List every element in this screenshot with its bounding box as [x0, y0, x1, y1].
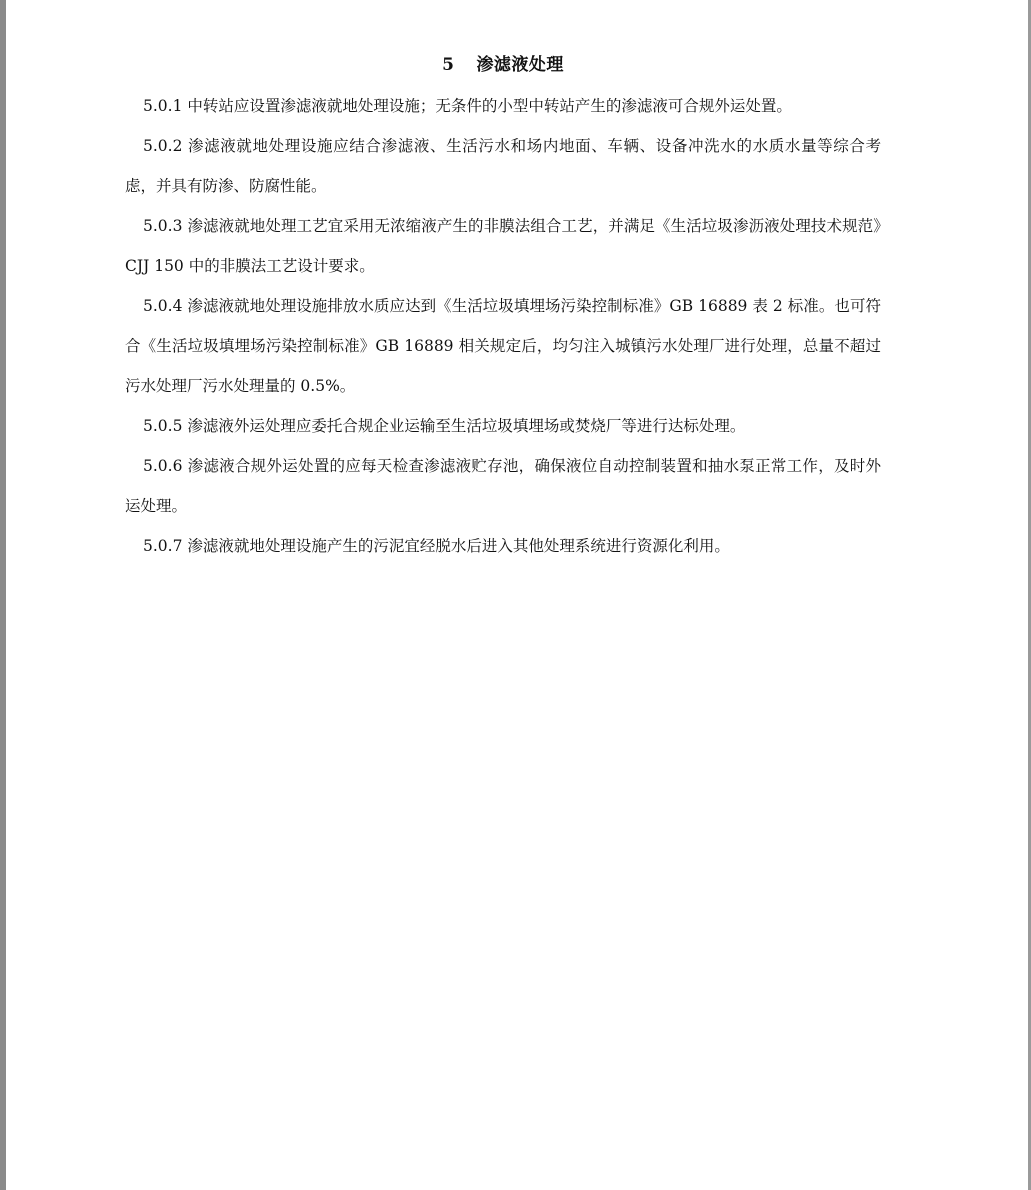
clause-5-0-5: 5.0.5 渗滤液外运处理应委托合规企业运输至生活垃圾填埋场或焚烧厂等进行达标处理。	[143, 417, 746, 435]
clause-5-0-1: 5.0.1 中转站应设置渗滤液就地处理设施；无条件的小型中转站产生的渗滤液可合规外运处置。	[143, 97, 792, 115]
page-content	[125, 48, 881, 566]
clause-5-0-6: 5.0.6 渗滤液合规外运处置的应每天检查渗滤液贮存池，确保液位自动控制装置和抽水泵正常工作，及时外运处理。	[125, 457, 881, 515]
clause-5-0-4: 5.0.4 渗滤液就地处理设施排放水质应达到《生活垃圾填埋场污染控制标准》GB 16889 表 2 标准。也可符合《生活垃圾填埋场污染控制标准》GB 16889 相关规定后，均匀注入城镇污水处理厂进行处理，总量不超过污水处理厂污水处理量的 0.5%。	[125, 297, 881, 395]
clause-5-0-3: 5.0.3 渗滤液就地处理工艺宜采用无浓缩液产生的非膜法组合工艺，并满足《生活垃圾渗沥液处理技术规范》CJJ 150 中的非膜法工艺设计要求。	[125, 217, 881, 275]
clause-5-0-2: 5.0.2 渗滤液就地处理设施应结合渗滤液、生活污水和场内地面、车辆、设备冲洗水的水质水量等综合考虑，并具有防渗、防腐性能。	[125, 137, 881, 195]
section-heading	[125, 48, 881, 82]
section-title: 渗滤液处理	[476, 55, 564, 75]
section-number: 5	[442, 55, 455, 75]
document-page	[6, 0, 1028, 1190]
clause-5-0-7: 5.0.7 渗滤液就地处理设施产生的污泥宜经脱水后进入其他处理系统进行资源化利用。	[143, 537, 730, 555]
